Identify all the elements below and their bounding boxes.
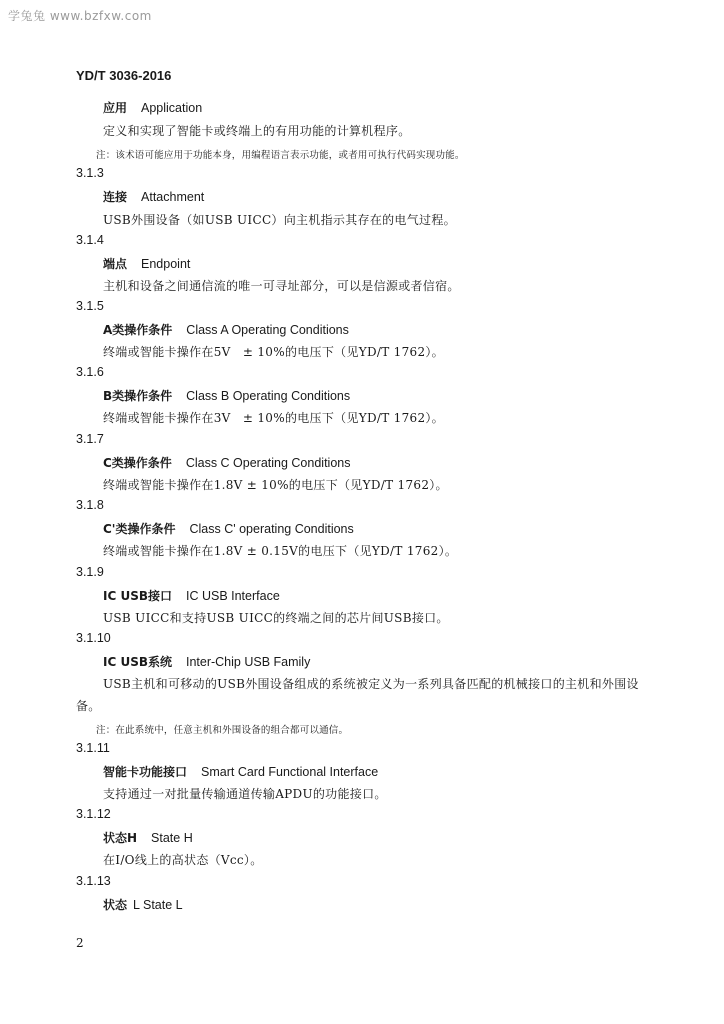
term-heading	[103, 321, 349, 338]
clause-number: 3.1.8	[76, 498, 104, 512]
clause-number: 3.1.7	[76, 432, 104, 446]
term-en: Endpoint	[141, 257, 191, 271]
clause-number: 3.1.4	[76, 233, 104, 247]
term-definition: 主机和设备之间通信流的唯一可寻址部分，可以是信源或者信宿。	[103, 279, 460, 293]
term-definition: 定义和实现了智能卡或终端上的有用功能的计算机程序。	[103, 124, 411, 138]
term-en: Class C Operating Conditions	[185, 456, 351, 470]
term-heading	[103, 520, 354, 537]
term-en: Smart Card Functional Interface	[201, 765, 379, 779]
term-definition: USB主机和可移动的USB外围设备组成的系统被定义为一系列具备匹配的机械接口的主机和外围设	[103, 677, 639, 691]
watermark: 学兔兔 www.bzfxw.com	[8, 9, 152, 23]
term-zh: 状态	[103, 898, 128, 912]
term-heading	[103, 99, 202, 116]
term-definition: 在I/O线上的高状态（Vcc）。	[103, 853, 263, 867]
clause-number: 3.1.3	[76, 166, 104, 180]
term-heading	[103, 829, 193, 846]
term-definition: USB UICC和支持USB UICC的终端之间的芯片间USB接口。	[103, 611, 449, 625]
term-zh: 智能卡功能接口	[103, 765, 188, 779]
clause-number: 3.1.6	[76, 365, 104, 379]
term-en: Class C' operating Conditions	[189, 522, 354, 536]
term-zh: C类操作条件	[103, 456, 172, 470]
term-zh: 连接	[103, 190, 128, 204]
term-en: Class B Operating Conditions	[186, 389, 351, 403]
term-en: Application	[141, 101, 203, 115]
page-number: 2	[76, 936, 84, 950]
term-zh: 状态H	[103, 831, 138, 845]
term-zh: C'类操作条件	[103, 522, 176, 536]
term-zh: IC USB接口	[103, 589, 172, 603]
term-definition: 终端或智能卡操作在1.8V ± 10%的电压下（见YD/T 1762）。	[103, 478, 448, 492]
term-note: 注：该术语可能应用于功能本身，用编程语言表示功能，或者用可执行代码实现功能。	[96, 150, 465, 161]
term-en: State H	[151, 831, 193, 845]
term-heading	[103, 896, 183, 913]
term-heading	[103, 587, 280, 604]
term-zh: IC USB系统	[103, 655, 172, 669]
term-zh: A类操作条件	[103, 323, 173, 337]
term-en: Inter-Chip USB Family	[185, 655, 311, 669]
term-definition-continued: 备。	[76, 699, 101, 713]
term-heading	[103, 763, 378, 780]
term-zh: 应用	[103, 101, 128, 115]
term-heading	[103, 454, 350, 471]
term-zh: 端点	[103, 257, 128, 271]
document-code-header: YD/T 3036-2016	[76, 68, 172, 83]
term-heading	[103, 255, 190, 272]
clause-number: 3.1.10	[76, 631, 111, 645]
term-en: Attachment	[141, 190, 205, 204]
term-en: Class A Operating Conditions	[186, 323, 349, 337]
term-definition: 终端或智能卡操作在1.8V ± 0.15V的电压下（见YD/T 1762）。	[103, 544, 458, 558]
term-definition: USB外围设备（如USB UICC）向主机指示其存在的电气过程。	[103, 213, 456, 227]
clause-number: 3.1.13	[76, 874, 111, 888]
term-definition: 终端或智能卡操作在5V ± 10%的电压下（见YD/T 1762）。	[103, 345, 444, 359]
clause-number: 3.1.9	[76, 565, 104, 579]
clause-number: 3.1.12	[76, 807, 111, 821]
term-definition: 终端或智能卡操作在3V ± 10%的电压下（见YD/T 1762）。	[103, 411, 444, 425]
term-heading	[103, 188, 204, 205]
term-heading	[103, 387, 350, 404]
clause-number: 3.1.5	[76, 299, 104, 313]
term-heading	[103, 653, 310, 670]
term-en: L State L	[133, 898, 183, 912]
term-zh: B类操作条件	[103, 389, 173, 403]
term-note: 注：在此系统中，任意主机和外围设备的组合都可以通信。	[96, 725, 349, 736]
term-en: IC USB Interface	[185, 589, 280, 603]
term-definition: 支持通过一对批量传输通道传输APDU的功能接口。	[103, 787, 387, 801]
clause-number: 3.1.11	[76, 741, 110, 755]
